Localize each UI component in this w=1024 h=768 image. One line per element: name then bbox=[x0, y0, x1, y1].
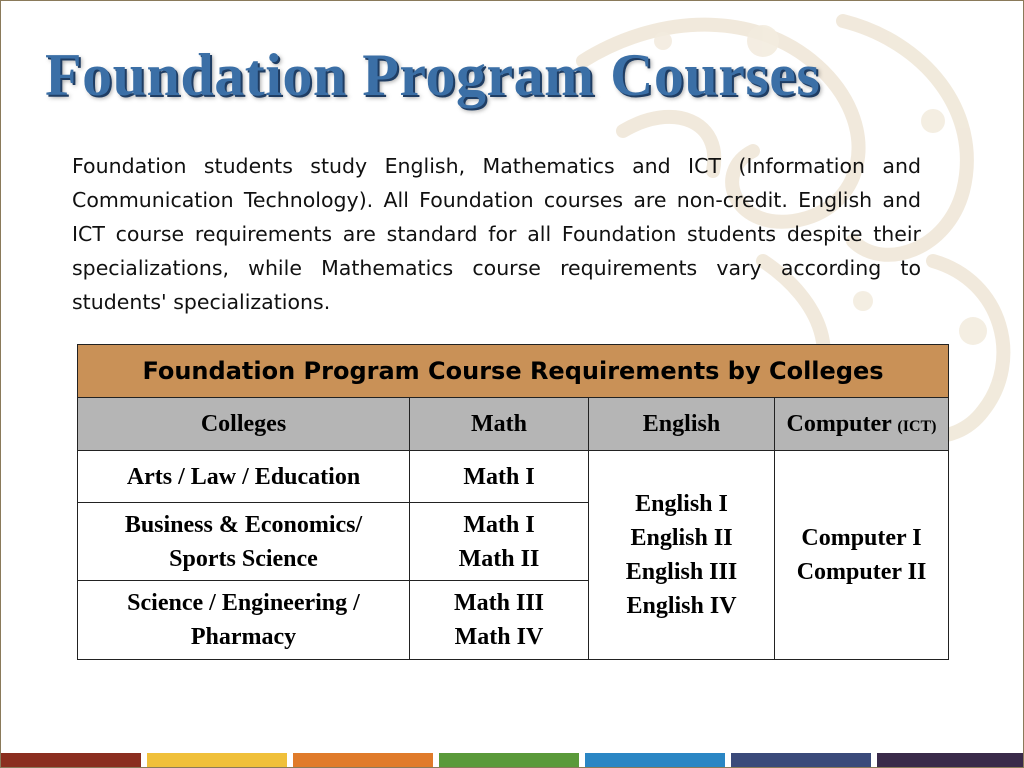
table-row bbox=[78, 451, 949, 503]
college-name: Pharmacy bbox=[190, 624, 297, 650]
math-course: Math II bbox=[458, 545, 540, 572]
computer-course: Computer II bbox=[796, 559, 927, 585]
bottom-color-bar bbox=[1, 753, 1024, 767]
color-bar-segment bbox=[439, 753, 579, 767]
table-header-row bbox=[78, 398, 949, 451]
color-bar-segment bbox=[293, 753, 433, 767]
color-bar-segment bbox=[1, 753, 141, 767]
computer-cell bbox=[775, 451, 949, 660]
english-course: English II bbox=[630, 525, 733, 551]
color-bar-segment bbox=[147, 753, 287, 767]
math-cell bbox=[410, 503, 589, 581]
english-course: English I bbox=[635, 491, 728, 517]
college-name: Sports Science bbox=[169, 545, 318, 572]
header-computer bbox=[775, 398, 949, 451]
english-cell bbox=[589, 451, 775, 660]
college-cell bbox=[78, 451, 410, 503]
page-title: Foundation Program Courses bbox=[45, 42, 821, 108]
color-bar-segment bbox=[731, 753, 871, 767]
table-caption: Foundation Program Course Requirements by Colleges bbox=[78, 345, 949, 398]
math-course: Math I bbox=[463, 463, 535, 490]
color-bar-segment bbox=[877, 753, 1024, 767]
math-cell bbox=[410, 581, 589, 660]
header-colleges: Colleges bbox=[78, 398, 410, 451]
math-course: Math III bbox=[453, 590, 544, 616]
college-cell bbox=[78, 581, 410, 660]
color-bar-segment bbox=[585, 753, 725, 767]
math-course: Math I bbox=[463, 511, 535, 538]
header-computer-label: Computer bbox=[786, 410, 892, 437]
college-name: Science / Engineering / bbox=[127, 590, 360, 616]
english-course: English III bbox=[625, 559, 738, 585]
header-english: English bbox=[589, 398, 775, 451]
course-requirements-table bbox=[77, 344, 949, 660]
intro-paragraph: Foundation students study English, Mathematics and ICT (Information and Communication Technology). All Foundation courses are non-credit. English and ICT course requirements are standard for all Foundation students despite their specializations, while Mathematics course requirements vary according to students' specializations. bbox=[72, 154, 921, 314]
college-cell bbox=[78, 503, 410, 581]
table-caption-row bbox=[78, 345, 949, 398]
header-math: Math bbox=[410, 398, 589, 451]
computer-course: Computer I bbox=[801, 525, 922, 551]
college-name: Business & Economics/ bbox=[124, 511, 363, 538]
math-cell bbox=[410, 451, 589, 503]
header-computer-suffix: (ICT) bbox=[897, 417, 937, 435]
math-course: Math IV bbox=[454, 624, 544, 650]
college-name: Arts / Law / Education bbox=[126, 463, 361, 490]
english-course: English IV bbox=[626, 593, 737, 619]
